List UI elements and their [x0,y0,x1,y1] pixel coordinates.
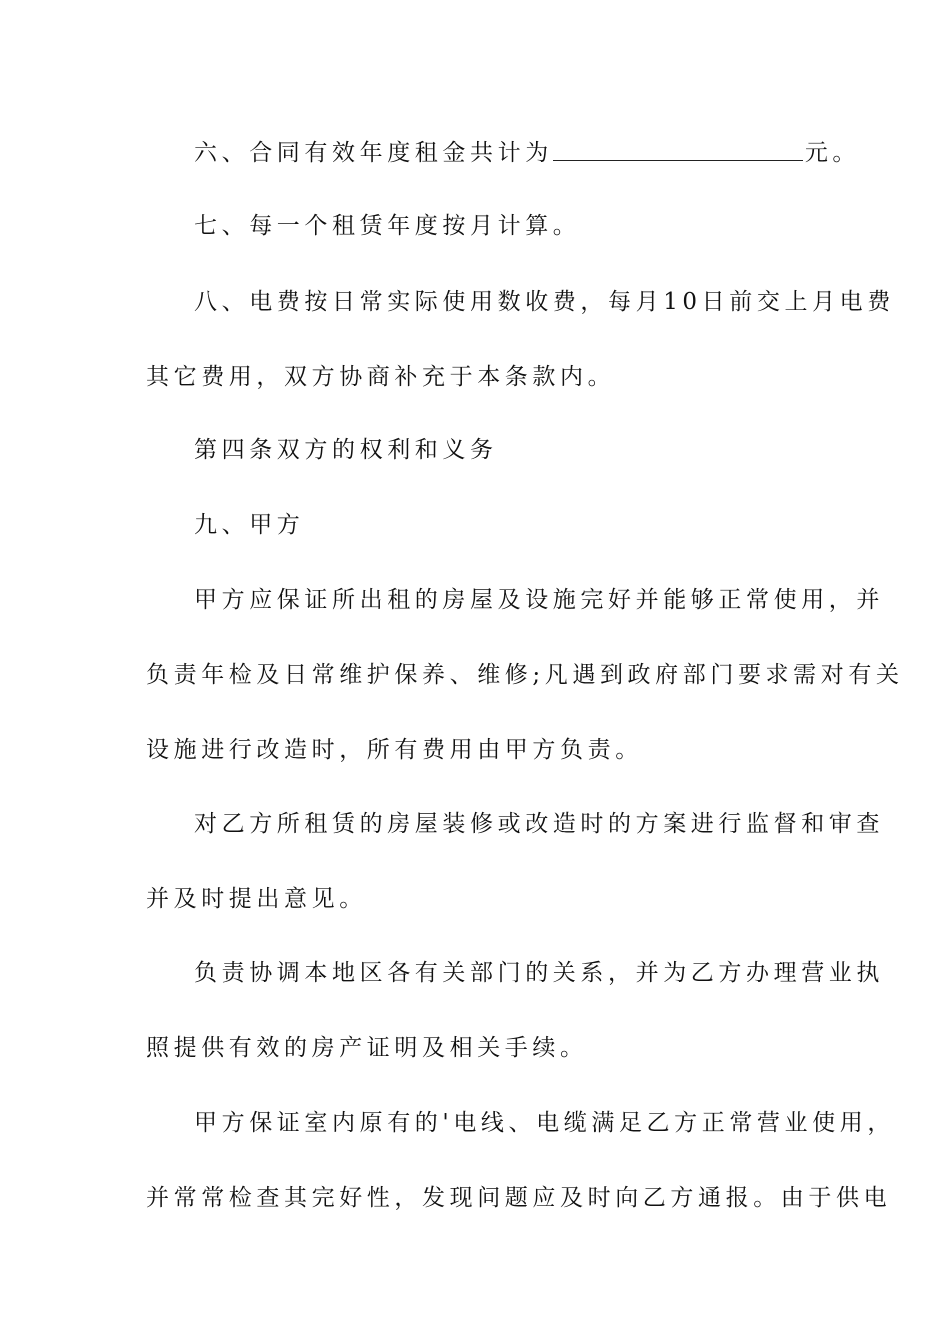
electricity-fee-line: 八、电费按日常实际使用数收费，每月10日前交上月电费 [194,289,895,315]
rent-amount-blank [553,140,803,161]
rent-total-line [194,138,861,168]
electric-cable-line-2: 并常常检查其完好性，发现问题应及时向乙方通报。由于供电 [146,1185,892,1211]
article-four-heading: 第四条双方的权利和义务 [194,437,498,463]
renovation-review-line-1: 对乙方所租赁的房屋装修或改造时的方案进行监督和审查 [194,811,884,837]
coordination-line-2: 照提供有效的房产证明及相关手续。 [146,1035,588,1061]
renovation-review-line-2: 并及时提出意见。 [146,886,367,912]
party-a-duty-line-2: 负责年检及日常维护保养、维修;凡遇到政府部门要求需对有关 [146,662,904,688]
party-a-duty-line-1: 甲方应保证所出租的房屋及设施完好并能够正常使用，并 [194,587,884,613]
electric-cable-line-1: 甲方保证室内原有的'电线、电缆满足乙方正常营业使用， [194,1110,895,1136]
other-fees-line: 其它费用，双方协商补充于本条款内。 [146,364,616,390]
monthly-calculation-line: 七、每一个租赁年度按月计算。 [194,213,581,239]
rent-total-text: 六、合同有效年度租金共计为 [194,140,553,166]
coordination-line-1: 负责协调本地区各有关部门的关系，并为乙方办理营业执 [194,960,884,986]
party-a-duty-line-3: 设施进行改造时，所有费用由甲方负责。 [146,737,643,763]
rent-total-suffix: 元。 [804,140,861,166]
party-a-heading: 九、甲方 [194,512,305,538]
